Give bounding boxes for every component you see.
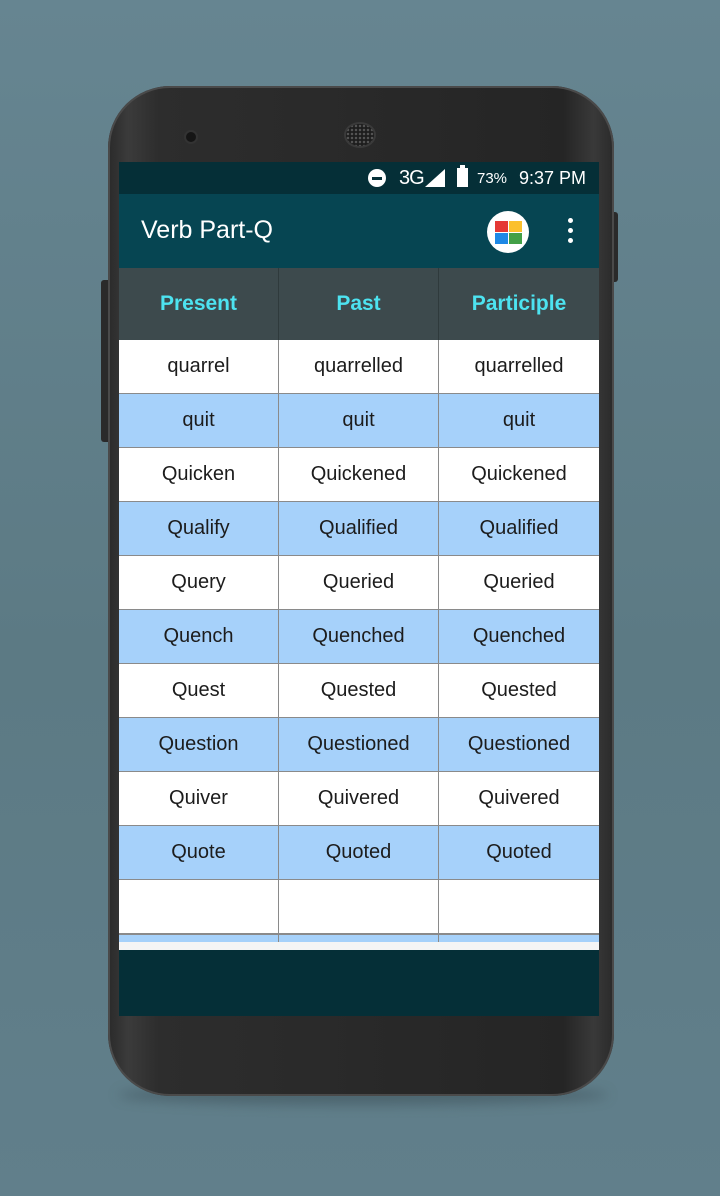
battery-icon [457,168,468,187]
list-bottom-divider [119,942,599,950]
cell-participle [439,880,599,933]
cell-participle: Quenched [472,625,566,647]
network-type: 3G [399,167,424,189]
clock: 9:37 PM [519,168,587,188]
table-row[interactable] [119,880,599,934]
cell-present: Question [119,718,279,771]
bottom-banner-area [119,950,599,1016]
cell-participle: quarrelled [474,355,564,377]
logo-red-tile [495,221,508,232]
speaker-grille [346,124,374,146]
apps-logo-button[interactable] [487,211,529,253]
table-body [119,340,599,934]
cell-present: Quote [119,826,279,879]
logo-green-tile [509,233,522,244]
cell-participle: quit [502,409,536,431]
cell-participle: Quoted [486,841,552,863]
table-row[interactable] [119,556,599,610]
table-header-row [119,268,599,340]
cell-present: Qualify [119,502,279,555]
partial-table-row [119,934,599,942]
app-bar [119,194,599,268]
cell-past: Quoted [279,826,439,879]
cell-past: Queried [279,556,439,609]
table-row[interactable] [119,340,599,394]
cell-past: Quivered [279,772,439,825]
table-row[interactable] [119,664,599,718]
status-bar [119,162,599,194]
cell-participle: Queried [483,571,555,593]
cell-past: Questioned [279,718,439,771]
cell-present: quit [119,394,279,447]
cell-present [119,880,279,933]
cell-past [279,880,439,933]
battery-percent: 73% [477,170,508,187]
cell-present: Quiver [119,772,279,825]
cell-present: Quest [119,664,279,717]
page-title: Verb Part-Q [141,216,273,244]
phone-screen [119,162,599,1016]
cell-past: Quenched [279,610,439,663]
table-row[interactable] [119,448,599,502]
camera-icon [186,132,196,142]
cell-present: Quicken [119,448,279,501]
cell-participle: Qualified [479,517,559,539]
cell-participle: Quickened [471,463,567,485]
cell-present: Quench [119,610,279,663]
cell-past: quarrelled [279,340,439,393]
header-past: Past [279,268,439,340]
table-row[interactable] [119,826,599,880]
do-not-disturb-icon [368,169,386,187]
cell-past: Quickened [279,448,439,501]
table-row[interactable] [119,772,599,826]
cell-present: Query [119,556,279,609]
cell-participle: Quivered [478,787,560,809]
signal-icon [425,169,445,187]
cell-participle: Quested [481,679,557,701]
cell-participle: Questioned [467,733,571,755]
header-participle: Participle [471,292,567,315]
header-present: Present [119,268,279,340]
cell-present: quarrel [119,340,279,393]
table-row[interactable] [119,718,599,772]
cell-past: quit [279,394,439,447]
logo-blue-tile [495,233,508,244]
verb-table [119,268,599,942]
table-row[interactable] [119,610,599,664]
table-row[interactable] [119,502,599,556]
logo-yellow-tile [509,221,522,232]
more-options-icon[interactable] [559,216,583,246]
cell-past: Quested [279,664,439,717]
table-row[interactable] [119,394,599,448]
cell-past: Qualified [279,502,439,555]
